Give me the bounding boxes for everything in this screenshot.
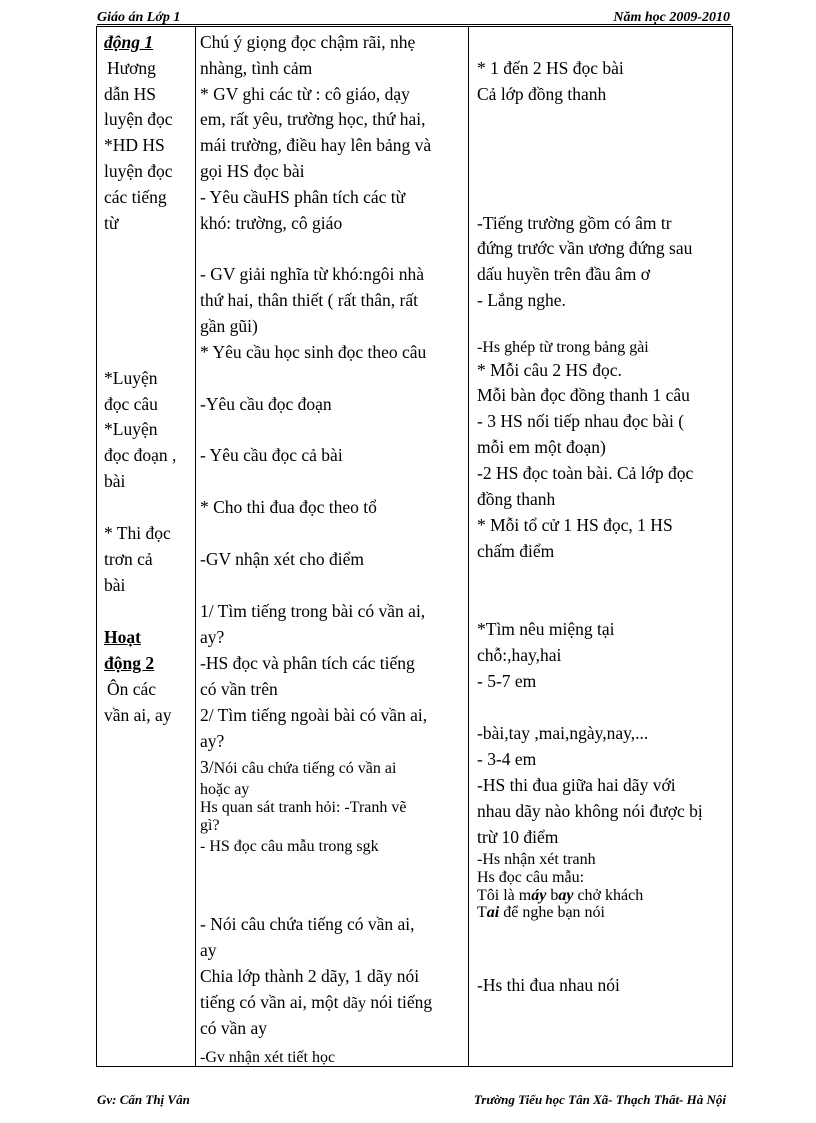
activity-line: bài — [104, 471, 126, 491]
teacher-line-part: dãy — [342, 995, 366, 1012]
student-line: -HS thi đua giữa hai dãy với — [477, 775, 676, 795]
teacher-line: * Cho thi đua đọc theo tổ — [200, 497, 377, 517]
student-line: Hs đọc câu mẫu: — [477, 869, 585, 886]
teacher-line: ay? — [200, 731, 225, 751]
student-line: - 3 HS nối tiếp nhau đọc bài ( — [477, 411, 685, 431]
student-line: chấm điểm — [477, 541, 555, 561]
student-line: -Hs nhận xét tranh — [477, 851, 596, 868]
student-line: * Mỗi câu 2 HS đọc. — [477, 360, 622, 380]
activity-line: đọc đoạn , — [104, 445, 177, 465]
teacher-line: - GV giải nghĩa từ khó:ngôi nhà — [200, 264, 424, 284]
teacher-line: hoặc ay — [200, 781, 250, 798]
student-line: * Mỗi tổ cử 1 HS đọc, 1 HS — [477, 515, 673, 535]
teacher-line: - Nói câu chứa tiếng có vần ai, — [200, 914, 415, 934]
teacher-line: 1/ Tìm tiếng trong bài có vần ai, — [200, 601, 426, 621]
teacher-line: có vần ay — [200, 1018, 268, 1038]
teacher-line: -Gv nhận xét tiết học — [200, 1049, 336, 1066]
activity-line: động 2 — [104, 653, 155, 673]
activity-line: * Thi đọc — [104, 523, 171, 543]
teacher-line — [200, 757, 396, 777]
activity-line: trơn cả — [104, 549, 153, 569]
student-line: -Tiếng trường gồm có âm tr — [477, 213, 672, 233]
teacher-line-part: tiếng có vần ai, một — [200, 992, 343, 1012]
activity-line: từ — [104, 213, 119, 233]
header-rule — [97, 24, 731, 25]
student-line — [477, 905, 605, 921]
teacher-line: * Yêu cầu học sinh đọc theo câu — [200, 342, 427, 362]
student-line-part: chở khách — [573, 887, 644, 904]
teacher-line: nhàng, tình cảm — [200, 58, 313, 78]
teacher-line: em, rất yêu, trường học, thứ hai, — [200, 109, 426, 129]
student-line-part: Tôi là m — [477, 887, 532, 904]
teacher-line: khó: trường, cô giáo — [200, 213, 343, 233]
student-line: đồng thanh — [477, 489, 556, 509]
teacher-line: gì? — [200, 817, 220, 834]
teacher-line: - Yêu cầu đọc cả bài — [200, 445, 343, 465]
teacher-line-part: Nói câu chứa tiếng có vần ai — [213, 760, 397, 777]
activity-line: đọc câu — [104, 394, 158, 414]
teacher-line: -GV nhận xét cho điểm — [200, 549, 364, 569]
activity-line: luyện đọc — [104, 161, 173, 181]
teacher-line: - HS đọc câu mẫu trong sgk — [200, 838, 379, 855]
teacher-line: - Yêu cầuHS phân tích các từ — [200, 187, 406, 207]
activity-line: Hoạt — [104, 627, 141, 647]
teacher-line: thứ hai, thân thiết ( rất thân, rất — [200, 290, 418, 310]
student-line: -Hs thi đua nhau nói — [477, 975, 620, 995]
activity-line: *Luyện — [104, 419, 158, 439]
teacher-line: mái trường, điều hay lên bảng và — [200, 135, 432, 155]
activity-line: Ôn các — [107, 679, 157, 699]
student-line: mỗi em một đoạn) — [477, 437, 606, 457]
student-line — [477, 888, 643, 904]
student-line: - 5-7 em — [477, 671, 537, 691]
teacher-line: có vần trên — [200, 679, 278, 699]
footer-left: Gv: Cấn Thị Vân — [97, 1092, 190, 1107]
student-line: dấu huyền trên đầu âm ơ — [477, 264, 651, 284]
teacher-line: -HS đọc và phân tích các tiếng — [200, 653, 415, 673]
student-line: -2 HS đọc toàn bài. Cả lớp đọc — [477, 463, 694, 483]
footer-right: Trường Tiểu học Tân Xã- Thạch Thất- Hà Nội — [473, 1092, 726, 1107]
student-line-part: để nghe bạn nói — [499, 904, 605, 921]
student-line: đứng trước vần ương đứng sau — [477, 238, 693, 258]
teacher-line: Chú ý giọng đọc chậm rãi, nhẹ — [200, 32, 416, 52]
activity-line: luyện đọc — [104, 109, 173, 129]
student-line: - 3-4 em — [477, 749, 537, 769]
student-line: - Lắng nghe. — [477, 290, 566, 310]
student-line-part: ay — [558, 887, 574, 904]
student-line: * 1 đến 2 HS đọc bài — [477, 58, 624, 78]
student-line: trừ 10 điểm — [477, 827, 559, 847]
student-line: -Hs ghép từ trong bảng gài — [477, 339, 649, 356]
teacher-line — [200, 992, 432, 1012]
teacher-line: gần gũi) — [200, 316, 258, 336]
teacher-line: Chia lớp thành 2 dãy, 1 dãy nói — [200, 966, 420, 986]
teacher-line-part: nói tiếng — [366, 992, 433, 1012]
teacher-line: ay? — [200, 627, 225, 647]
student-line: *Tìm nêu miệng tại — [477, 619, 615, 639]
activity-line: bài — [104, 575, 126, 595]
teacher-line: ay — [200, 940, 217, 960]
activity-line: các tiếng — [104, 187, 167, 207]
lesson-table — [96, 26, 733, 1067]
teacher-line: 2/ Tìm tiếng ngoài bài có vần ai, — [200, 705, 428, 725]
student-line: -bài,tay ,mai,ngày,nay,... — [477, 723, 649, 743]
student-line: chỗ:,hay,hai — [477, 645, 562, 665]
teacher-line: * GV ghi các từ : cô giáo, dạy — [200, 84, 410, 104]
student-line-part: T — [477, 904, 487, 921]
activity-line: *HD HS — [104, 135, 165, 155]
student-line-part: áy — [531, 887, 547, 904]
activity-line: Hương — [107, 58, 156, 78]
column-divider-1 — [195, 27, 196, 1066]
activity-line: dẫn HS — [104, 84, 157, 104]
student-line: Cả lớp đồng thanh — [477, 84, 607, 104]
teacher-line: -Yêu cầu đọc đoạn — [200, 394, 332, 414]
teacher-line: gọi HS đọc bài — [200, 161, 305, 181]
student-line: nhau dãy nào không nói được bị — [477, 801, 703, 821]
activity-line: *Luyện — [104, 368, 158, 388]
activity-line: vần ai, ay — [104, 705, 172, 725]
header-right: Năm học 2009-2010 — [613, 10, 730, 25]
student-line-part: ai — [486, 904, 500, 921]
student-line-part: b — [546, 887, 559, 904]
teacher-line-part: 3/ — [200, 757, 214, 777]
column-divider-2 — [468, 27, 469, 1066]
student-line: Mỗi bàn đọc đồng thanh 1 câu — [477, 385, 690, 405]
header-left: Giáo án Lớp 1 — [97, 10, 181, 25]
teacher-line: Hs quan sát tranh hỏi: -Tranh vẽ — [200, 799, 407, 816]
activity-line: động 1 — [104, 32, 154, 52]
